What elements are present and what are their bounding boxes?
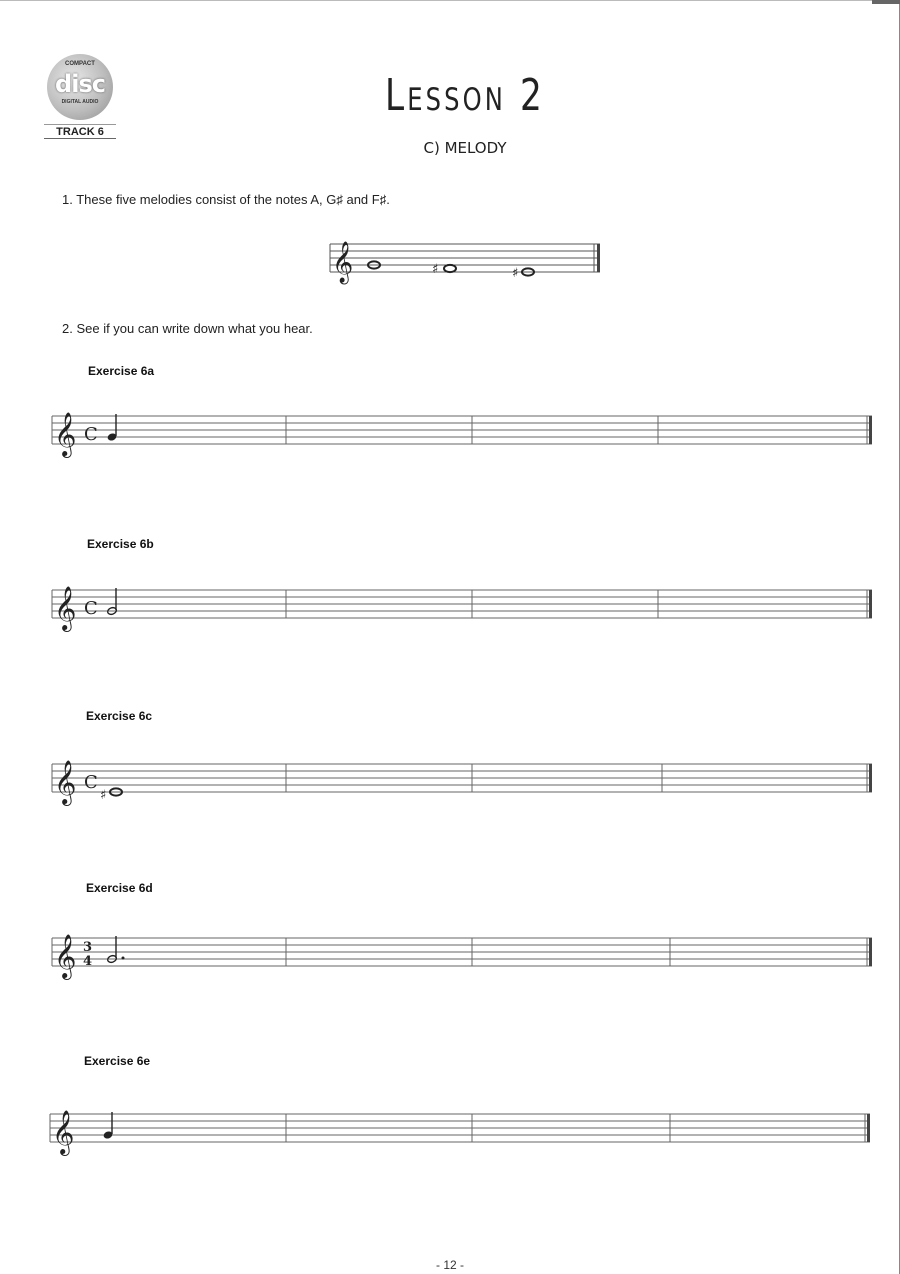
exercise-label: Exercise 6e	[84, 1054, 151, 1068]
exercise-label: Exercise 6a	[88, 364, 155, 378]
treble-clef-icon: 𝄞	[54, 934, 77, 978]
exercise-staff	[50, 400, 875, 470]
corner-mark	[872, 0, 900, 4]
time-signature-bottom: 4	[83, 954, 93, 969]
instruction-1: 1. These five melodies consist of the notes A, G♯ and F♯.	[62, 192, 390, 207]
exercise-staff	[50, 922, 875, 992]
section-subtitle: C) MELODY	[423, 139, 507, 157]
lesson-title: Lesson 2	[385, 70, 545, 121]
cd-logo-main-text: disc	[55, 70, 105, 98]
sharp-icon: ♯	[432, 262, 439, 277]
time-signature: C	[84, 772, 98, 793]
cd-logo-top-text: COMPACT	[65, 61, 95, 67]
exercise-staff	[50, 748, 875, 818]
treble-clef-icon: 𝄞	[54, 586, 77, 630]
exercise-label: Exercise 6b	[87, 537, 154, 551]
instruction-2: 2. See if you can write down what you hear.	[62, 321, 313, 336]
treble-clef-icon: 𝄞	[54, 412, 77, 456]
track-label: TRACK 6	[44, 124, 116, 139]
time-signature: C	[84, 424, 98, 445]
page-number: - 12 -	[435, 1258, 464, 1272]
exercise-label: Exercise 6c	[86, 709, 153, 723]
exercise-staff	[48, 1098, 873, 1168]
time-signature-top: 3	[83, 940, 93, 955]
treble-clef-icon: 𝄞	[332, 242, 354, 283]
treble-clef-icon: 𝄞	[52, 1110, 75, 1154]
exercise-staff	[50, 574, 875, 644]
sharp-icon: ♯	[100, 788, 107, 803]
treble-clef-icon: 𝄞	[54, 760, 77, 804]
reference-staff	[326, 236, 606, 296]
exercise-label: Exercise 6d	[86, 881, 153, 895]
time-signature: C	[84, 598, 98, 619]
sharp-icon: ♯	[512, 266, 519, 281]
note-g-sharp	[444, 265, 456, 272]
cd-logo-bottom-text: DIGITAL AUDIO	[61, 99, 99, 105]
